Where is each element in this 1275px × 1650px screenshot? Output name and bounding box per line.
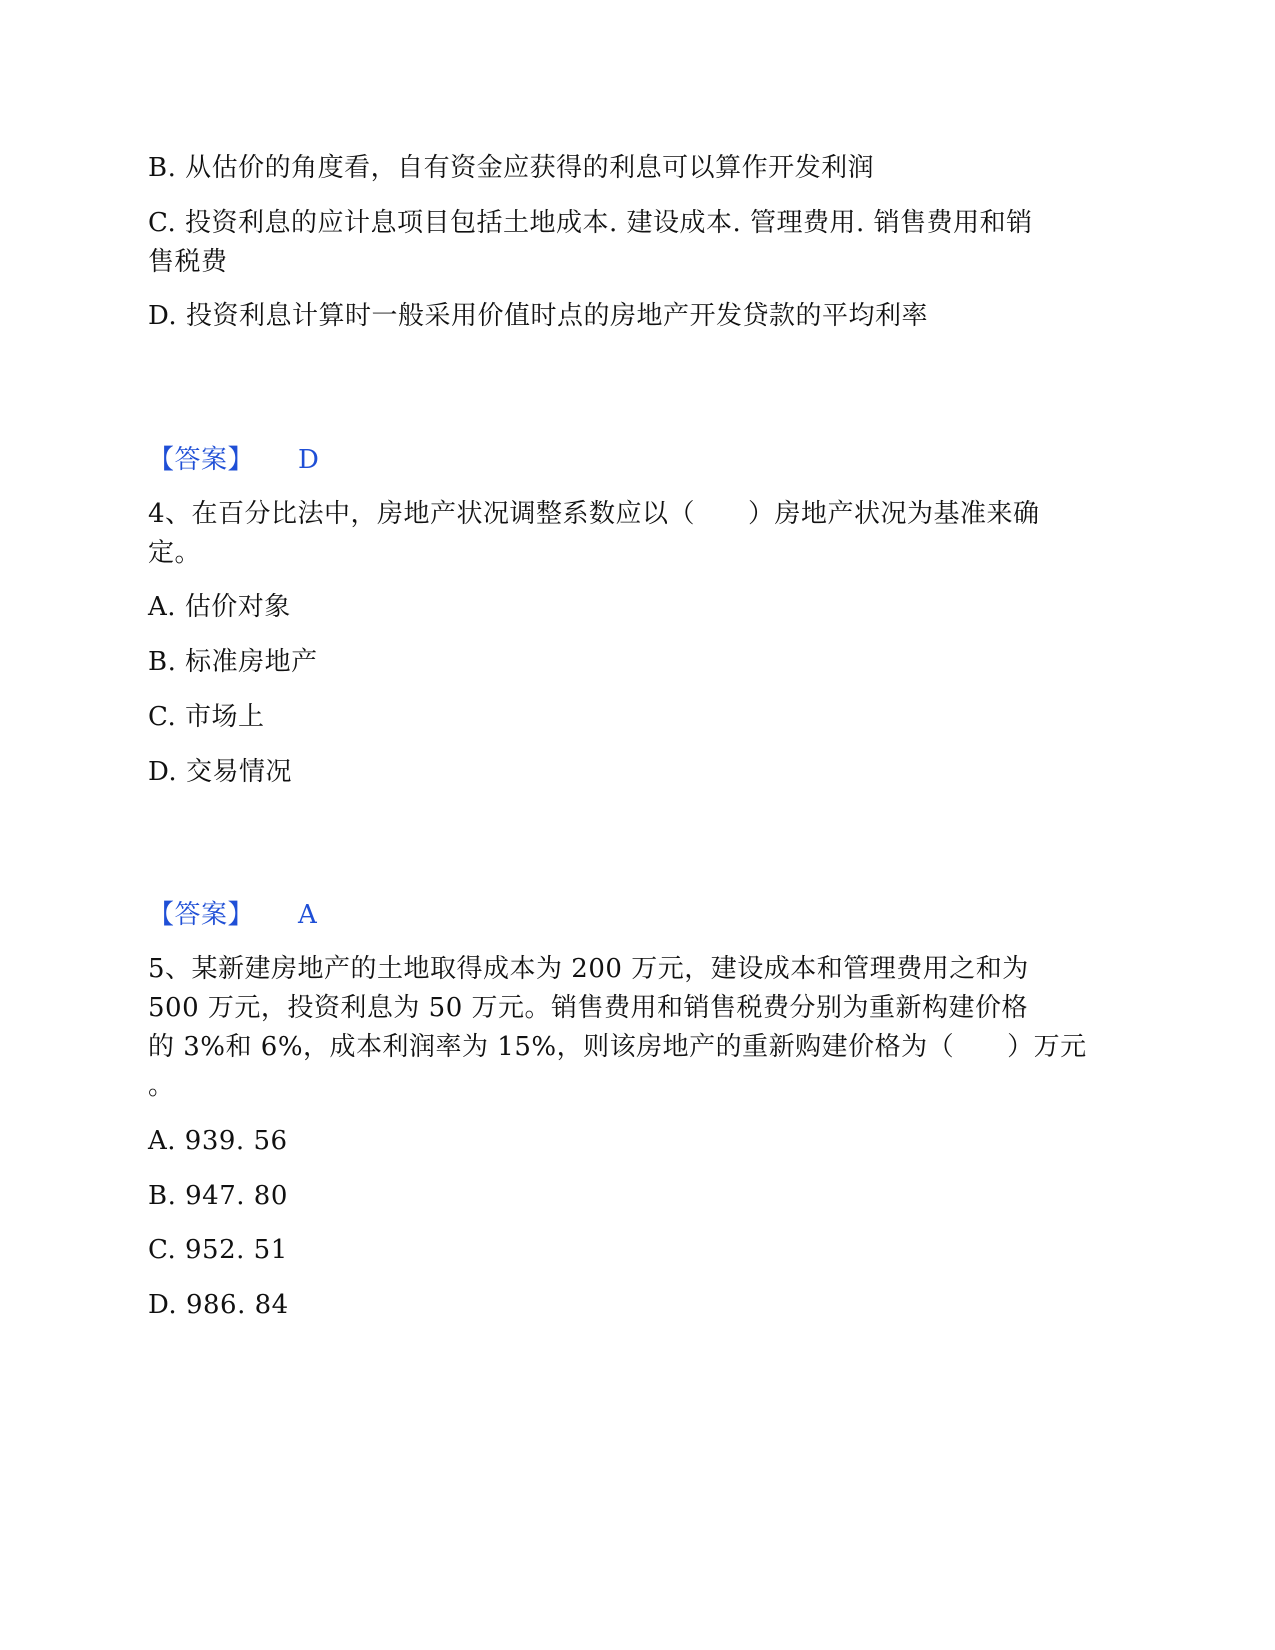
q3-answer-label: 【答案】 [148, 445, 255, 475]
q4-option-c: C. 市场上 [148, 702, 265, 732]
q3-answer-row [148, 440, 319, 480]
q5-stem-line1: 5、某新建房地产的土地取得成本为 200 万元，建设成本和管理费用之和为 [148, 954, 1029, 984]
q3-option-c-line2: 售税费 [148, 247, 228, 277]
q3-answer-value: D [298, 445, 320, 475]
q5-option-c: C. 952. 51 [148, 1235, 288, 1265]
q4-answer-value: A [298, 900, 318, 930]
q4-stem-line1: 4、在百分比法中，房地产状况调整系数应以（ ）房地产状况为基准来确 [148, 499, 1040, 529]
q3-option-d: D. 投资利息计算时一般采用价值时点的房地产开发贷款的平均利率 [148, 301, 928, 331]
q4-answer-label: 【答案】 [148, 900, 255, 930]
q4-answer-row [148, 895, 317, 935]
q4-option-b: B. 标准房地产 [148, 647, 318, 677]
q5-stem-line2: 500 万元，投资利息为 50 万元。销售费用和销售税费分别为重新构建价格 [148, 993, 1029, 1023]
q5-option-d: D. 986. 84 [148, 1290, 289, 1320]
q5-stem-line4: 。 [148, 1071, 175, 1101]
q5-option-a: A. 939. 56 [148, 1126, 288, 1156]
q4-option-a: A. 估价对象 [148, 592, 291, 622]
q3-option-b: B. 从估价的角度看，自有资金应获得的利息可以算作开发利润 [148, 153, 875, 183]
q5-stem-line3: 的 3%和 6%，成本利润率为 15%，则该房地产的重新购建价格为（ ）万元 [148, 1032, 1087, 1062]
q4-option-d: D. 交易情况 [148, 757, 292, 787]
q3-option-c-line1: C. 投资利息的应计息项目包括土地成本. 建设成本. 管理费用. 销售费用和销 [148, 208, 1033, 238]
q5-option-b: B. 947. 80 [148, 1181, 288, 1211]
q4-stem-line2: 定。 [148, 538, 202, 568]
